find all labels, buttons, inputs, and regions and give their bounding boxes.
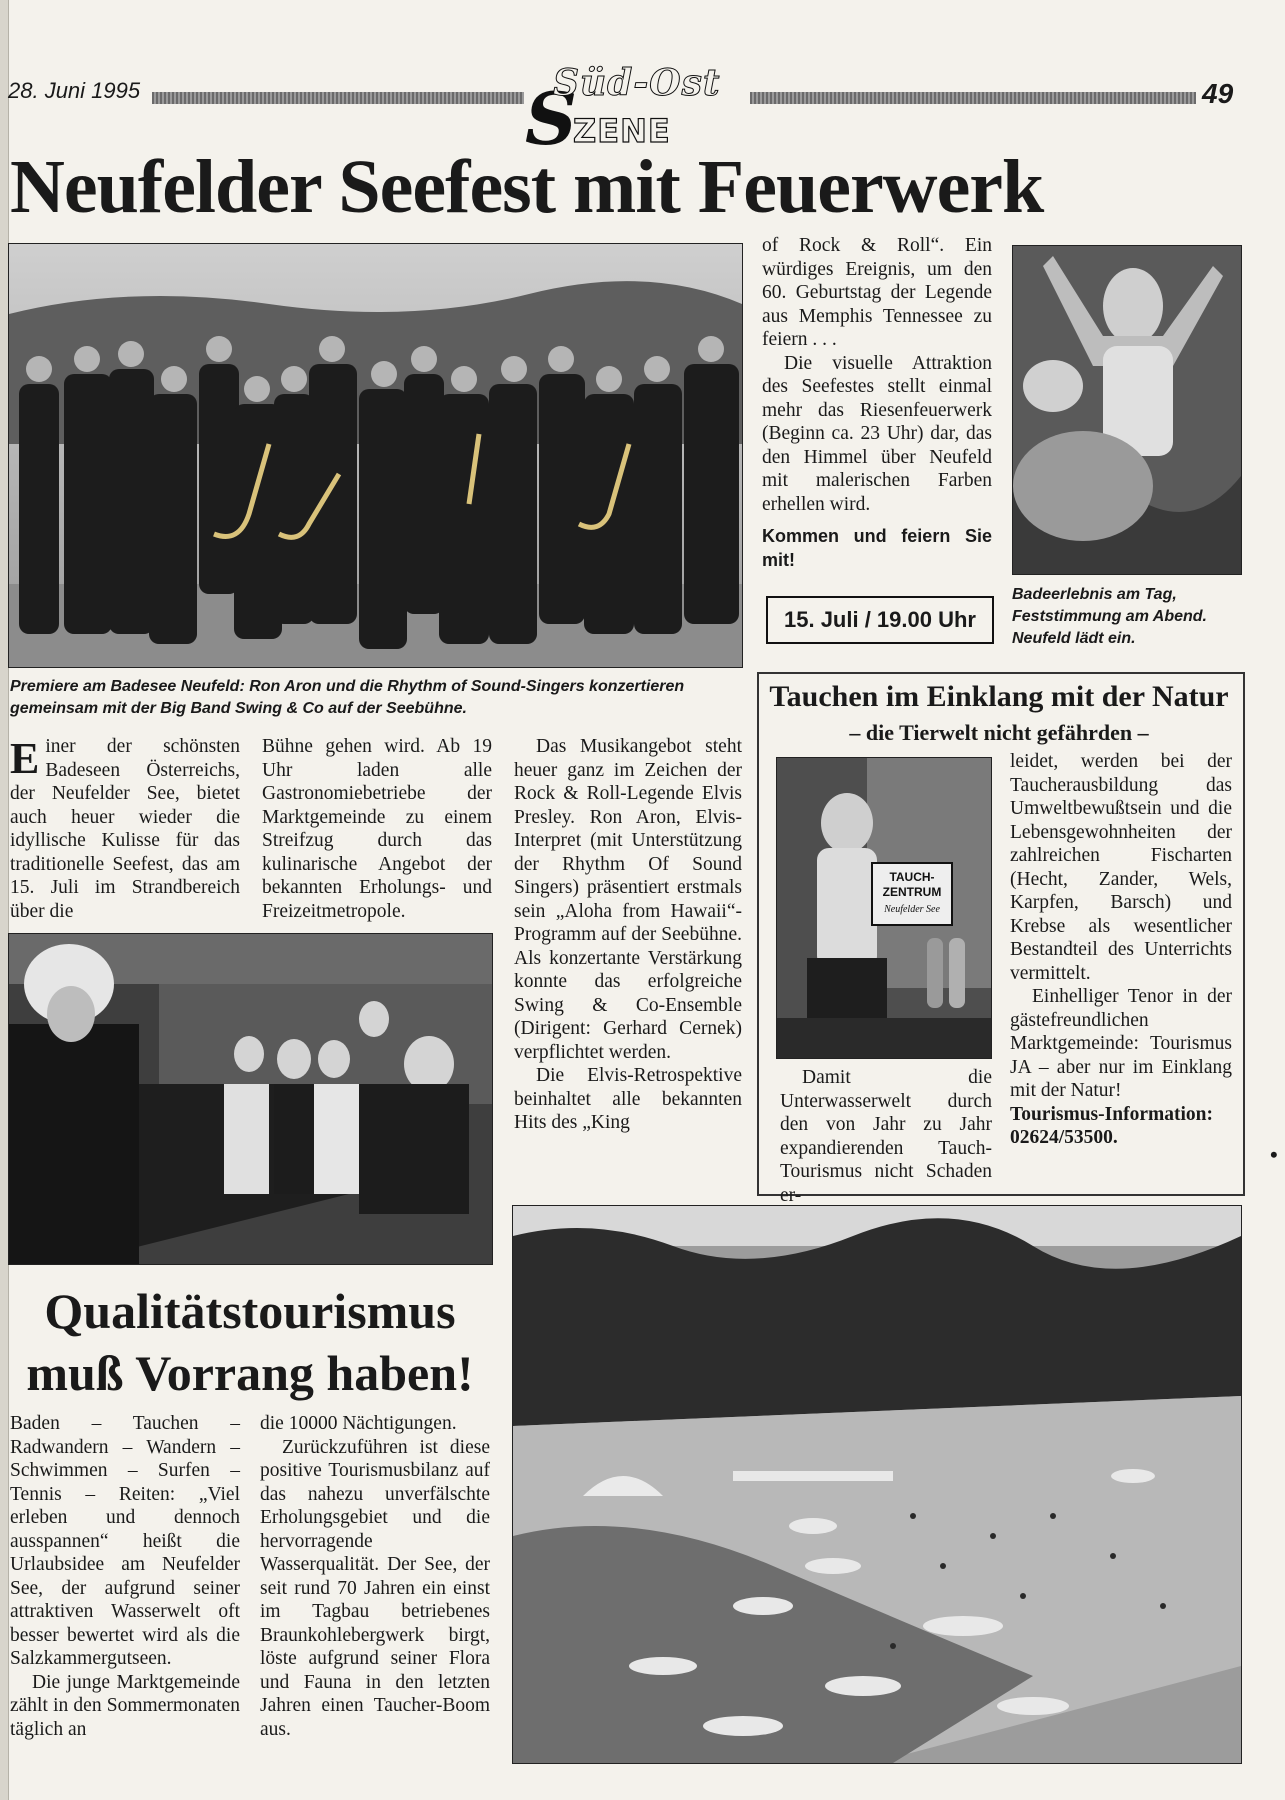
article2-column1 <box>780 1066 992 1207</box>
header-rule-right <box>750 92 1196 104</box>
dive-sign-line2: ZENTRUM <box>882 885 942 899</box>
margin-mark: • <box>1270 1142 1278 1167</box>
article3-col1-para1: Baden – Tauchen – Radwandern – Wandern – Schwimmen – Surfen – Tennis – Reiten: „Viel erleben und dennoch ausspannen“ heißt die Urlaubsidee am Neufelder See, der aufgrund seiner attraktiven Wasserwelt oft besser bewertet wird als die Salzkammergutseen. <box>10 1413 240 1669</box>
article1-col4-para2: Die visuelle Attraktion des Seefestes stellt einmal mehr das Riesenfeuerwerk (Beginn ca. 23 Uhr) dar, das den Himmel über Neufeld mit malerischen Farben erhellen wird. <box>762 352 992 515</box>
swimmer-photo-caption: Badeerlebnis am Tag, Feststimmung am Abend. Neufeld lädt ein. <box>1012 586 1207 647</box>
page-number: 49 <box>1202 78 1234 109</box>
article3-headline-line1: Qualitätstourismus <box>44 1283 456 1339</box>
logo-top-text: Süd-Ost <box>553 62 721 104</box>
article2-subtitle: – die Tierwelt nicht gefährden – <box>849 720 1149 745</box>
article1-column1 <box>10 735 240 923</box>
article2-col1-text: Damit die Unterwasserwelt durch den von Jahr zu Jahr expandierenden Tauch-Tourismus nicht Schaden er- <box>780 1067 992 1206</box>
logo-initial: S <box>525 76 577 161</box>
lake-beach-photo-image <box>513 1206 1241 1763</box>
article1-column3 <box>514 735 742 1135</box>
article3-headline <box>10 1280 490 1404</box>
article2-col2-para2: Einhelliger Tenor in der gästefreundlichen Marktgemeinde: Tourismus JA – aber nur im Einklang mit der Natur! <box>1010 986 1232 1101</box>
article1-col3-para2: Die Elvis-Retrospektive beinhaltet alle bekannten Hits des „King <box>514 1065 742 1133</box>
article3-col2-para2: Zurückzuführen ist diese positive Tourismusbilanz auf das nahezu unverfälschte Erholungsgebiet und die hervorragende Wasserqualität. Der See, der seit rund 70 Jahren ein einst im Tagbau betriebenes Braunkohlebergwerk birgt, löste aufgrund seiner Flora und Fauna in den letzten Jahren einen Taucher-Boom aus. <box>260 1436 490 1740</box>
band-photo <box>8 243 743 668</box>
elvis-photo <box>8 933 493 1265</box>
tourism-info-contact: Tourismus-Information: 02624/53500. <box>1010 1103 1213 1148</box>
diving-center-photo-image <box>777 758 991 1058</box>
article1-column2 <box>262 735 492 923</box>
elvis-photo-image <box>9 934 492 1264</box>
article3-col1-para2: Die junge Marktgemeinde zählt in den Sommermonaten täglich an <box>10 1671 240 1740</box>
article1-col1-text: iner der schönsten Badeseen Österreichs, der Neufelder See, bietet auch heuer wieder die idyllische Kulisse für das traditionelle Seefest, das am 15. Juli im Strandbereich über die <box>10 736 240 922</box>
article1-dropcap: E <box>10 734 40 783</box>
article1-col2-text: Bühne gehen wird. Ab 19 Uhr laden alle Gastronomiebetriebe der Marktgemeinde zu einem Streifzug durch das kulinarische Angebot der bekannten Erholungs- und Freizeitmetropole. <box>262 736 492 922</box>
article3-column1 <box>10 1412 240 1741</box>
sued-ost-szene-logo <box>525 62 735 161</box>
article3-column2 <box>260 1412 490 1741</box>
article2-column2 <box>1010 750 1232 1150</box>
band-photo-caption: Premiere am Badesee Neufeld: Ron Aron und die Rhythm of Sound-Singers konzertieren gemeinsam mit der Big Band Swing & Co auf der Seebühne. <box>10 678 685 717</box>
band-photo-image <box>9 244 742 667</box>
dive-sign-line3: Neufelder See <box>884 904 940 915</box>
main-headline: Neufelder Seefest mit Feuerwerk <box>10 145 1044 229</box>
article1-col4-invite: Kommen und feiern Sie mit! <box>762 526 992 570</box>
logo-bottom-text: ZENE <box>573 112 671 150</box>
event-date-box: 15. Juli / 19.00 Uhr <box>766 596 994 644</box>
article1-column4 <box>762 234 992 572</box>
article2-col2-para1: leidet, werden bei der Taucherausbildung das Umweltbewußtsein und die Lebensgewohnheiten der zahlreichen Fischarten (Hecht, Zander, Wels, Karpfen, Barsch) und Krebse als wesentlicher Bestandteil des Unterrichts vermittelt. <box>1010 751 1232 984</box>
dive-sign-line1: TAUCH- <box>889 870 935 884</box>
swimmer-photo-image <box>1013 246 1241 574</box>
article3-headline-line2: muß Vorrang haben! <box>26 1345 474 1401</box>
swimmer-photo <box>1012 245 1242 575</box>
article1-col4-para1: of Rock & Roll“. Ein würdiges Ereignis, um den 60. Geburtstag der Legende aus Memphis Tennessee zu feiern . . . <box>762 235 992 350</box>
header-rule-left <box>152 92 524 104</box>
diving-center-photo <box>776 757 992 1059</box>
article1-col3-para1: Das Musikangebot steht heuer ganz im Zeichen der Rock & Roll-Legende Elvis Presley. Ron Aron, Elvis-Interpret (mit Unterstützung der Rhythm Of Sound Singers) präsentiert erstmals sein „Aloha from Hawaii“-Programm auf der Seebühne. Als konzertante Verstärkung konnte das erfolgreiche Swing & Co-Ensemble (Dirigent: Gerhard Cernek) verpflichtet werden. <box>514 736 742 1063</box>
lake-beach-photo <box>512 1205 1242 1764</box>
issue-date: 28. Juni 1995 <box>8 78 141 103</box>
article3-col2-para1: die 10000 Nächtigungen. <box>260 1413 457 1434</box>
article2-title: Tauchen im Einklang mit der Natur <box>769 680 1229 713</box>
